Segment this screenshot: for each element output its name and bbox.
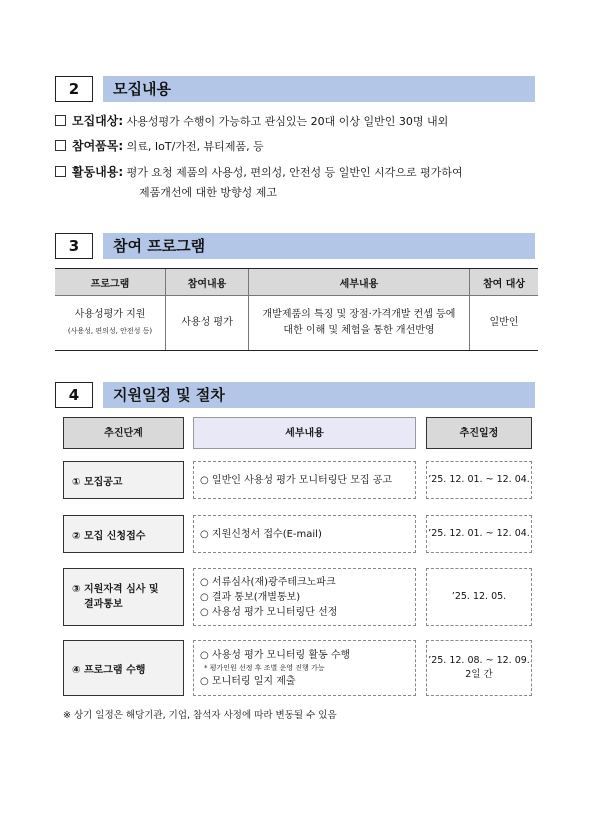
section-title: 참여 프로그램: [103, 233, 535, 259]
content-cell: 사용성 평가: [166, 296, 249, 351]
section-3-header: [55, 233, 535, 259]
col-header: 프로그램: [55, 269, 166, 296]
section-4-header: [55, 382, 535, 408]
step-3-detail: ○ 서류심사(재)광주테크노파크 ○ 결과 통보(개별통보) ○ 사용성 평가 모니터링단 선정: [193, 568, 416, 626]
activity-continued: 제품개선에 대한 방향성 제고: [139, 186, 278, 199]
bullet-recruit-target: 모집대상: 사용성평가 수행이 가능하고 관심있는 20대 이상 일반인 30명 내외: [55, 111, 545, 132]
step-1-detail: ○ 일반인 사용성 평가 모니터링단 모집 공고: [193, 461, 416, 499]
col-header: 참여 대상: [470, 269, 539, 296]
step-1: ① 모집공고: [63, 461, 184, 499]
footnote: ※ 상기 일정은 해당기관, 기업, 참석자 사정에 따라 변동될 수 있음: [63, 710, 337, 721]
checkbox-icon: [55, 166, 66, 177]
checkbox-icon: [55, 140, 66, 151]
section-number: 2: [55, 76, 93, 102]
bullet-activity: 활동내용: 평가 요청 제품의 사용성, 편의성, 안전성 등 일반인 시각으로 평가하여: [55, 162, 545, 183]
step-3-date: ’25. 12. 05.: [426, 568, 532, 626]
checkbox-icon: [55, 115, 66, 126]
target-cell: 일반인: [470, 296, 539, 351]
header-detail: 세부내용: [193, 417, 416, 449]
header-step: 추진단계: [63, 417, 184, 449]
section-title: 모집내용: [103, 76, 535, 102]
step-2-detail: ○ 지원신청서 접수(E-mail): [193, 515, 416, 553]
section-title: 지원일정 및 절차: [103, 382, 535, 408]
col-header: 세부내용: [249, 269, 470, 296]
program-table: [55, 268, 538, 351]
program-cell: 사용성평가 지원 (사용성, 편의성, 안전성 등): [55, 296, 166, 351]
bullet-items: 참여품목: 의료, IoT/가전, 뷰티제품, 등: [55, 136, 545, 157]
section-number: 4: [55, 382, 93, 408]
header-schedule: 추진일정: [426, 417, 532, 449]
step-4-date: ’25. 12. 08. ~ 12. 09. 2일 간: [426, 640, 532, 696]
section-2-header: [55, 76, 535, 102]
table-row: [55, 296, 538, 351]
step-2: ② 모집 신청접수: [63, 515, 184, 553]
detail-cell: 개발제품의 특징 및 장점·가격개발 컨셉 등에 대한 이해 및 체험을 통한 개선반영: [249, 296, 470, 351]
step-1-date: ’25. 12. 01. ~ 12. 04.: [426, 461, 532, 499]
step-4-detail: ○ 사용성 평가 모니터링 활동 수행 * 평가인원 선정 후 조별 운영 진행 가능 ○ 모니터링 일지 제출: [193, 640, 416, 696]
step-2-date: ’25. 12. 01. ~ 12. 04.: [426, 515, 532, 553]
step-3: ③ 지원자격 심사 및 결과통보: [63, 568, 184, 626]
section-number: 3: [55, 233, 93, 259]
step-4: ④ 프로그램 수행: [63, 640, 184, 696]
col-header: 참여내용: [166, 269, 249, 296]
